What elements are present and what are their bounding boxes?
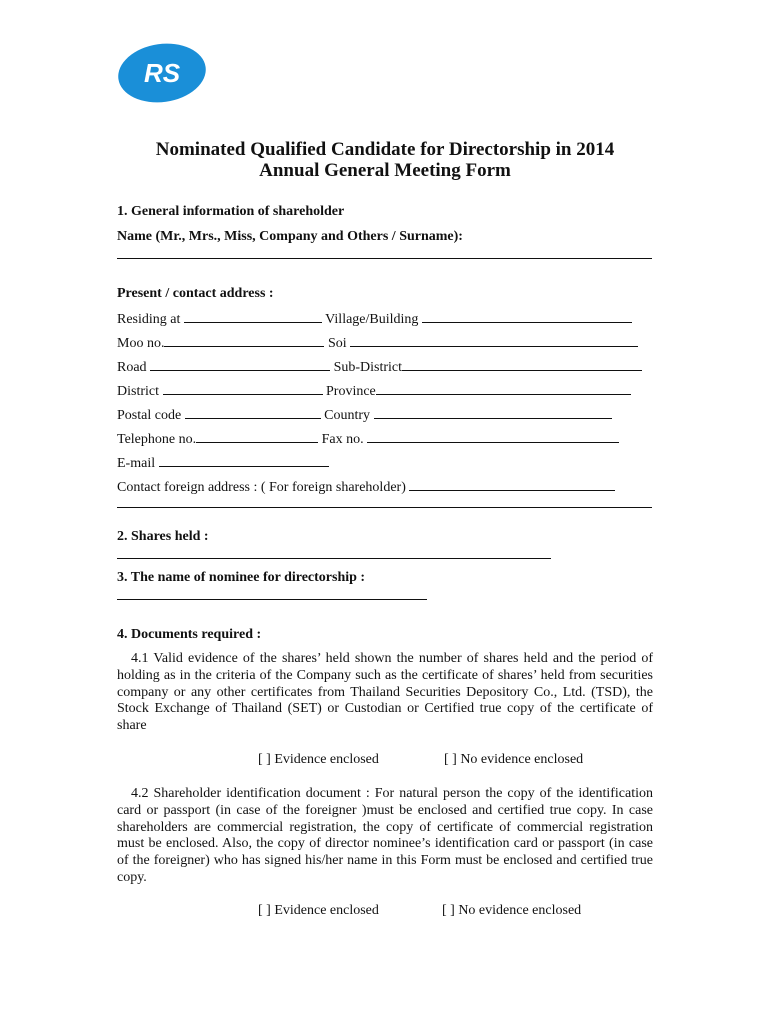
no-evidence-enclosed-checkbox-4-2[interactable]: [ ] No evidence enclosed: [442, 903, 582, 918]
email-field[interactable]: [159, 454, 329, 467]
road-label: Road: [117, 360, 147, 375]
village-building-field[interactable]: [422, 310, 632, 323]
postal-code-field[interactable]: [185, 406, 321, 419]
village-building-label: Village/Building: [325, 312, 419, 327]
postal-code-label: Postal code: [117, 408, 182, 423]
rs-logo: [117, 42, 207, 104]
nominee-name-field[interactable]: [117, 599, 427, 600]
document-4-1-text: 4.1 Valid evidence of the shares’ held shown the number of shares held and the period of holding as in the criteria of the Company such as the certificate of shares’ held from securities company or any other certificates from Thailand Securities Depository Co., Ltd. (TSD), the Stock Exchange of Thailand (SET) or Custodian or Certified true copy of the certificate of share: [117, 651, 653, 734]
section3-heading: 3. The name of nominee for directorship :: [117, 570, 366, 585]
document-4-2-text: 4.2 Shareholder identification document : For natural person the copy of the identification card or passport (in case of the foreigner )must be enclosed and certified true copy. In case shareholders are commercial registration, the copy of certificate of commercial registration must be enclosed. Also, the copy of director nominee’s identification card or passport (in case of the foreigner) who has signed his/her name in this Form must be enclosed and certified true copy.: [117, 786, 653, 885]
fax-label: Fax no.: [321, 432, 364, 447]
email-label: E-mail: [117, 456, 156, 471]
foreign-address-field[interactable]: [409, 478, 615, 491]
residing-at-field[interactable]: [184, 310, 322, 323]
province-field[interactable]: [376, 382, 631, 395]
district-field[interactable]: [163, 382, 323, 395]
sub-district-label: Sub-District: [333, 360, 403, 375]
form-title-line2: Annual General Meeting Form: [259, 160, 511, 181]
name-label: Name (Mr., Mrs., Miss, Company and Others / Surname):: [117, 229, 463, 244]
foreign-address-field-line2[interactable]: [117, 507, 652, 508]
district-label: District: [117, 384, 159, 399]
country-field[interactable]: [374, 406, 612, 419]
sub-district-field[interactable]: [402, 358, 642, 371]
section4-heading: 4. Documents required :: [117, 627, 262, 642]
residing-at-label: Residing at: [117, 312, 181, 327]
soi-field[interactable]: [350, 334, 638, 347]
section2-heading: 2. Shares held :: [117, 529, 209, 544]
address-heading: Present / contact address :: [117, 286, 274, 301]
telephone-field[interactable]: [196, 430, 318, 443]
moo-no-field[interactable]: [164, 334, 324, 347]
soi-label: Soi: [327, 336, 347, 351]
foreign-address-label: Contact foreign address : ( For foreign shareholder): [117, 480, 406, 495]
logo-text: RS: [143, 58, 181, 88]
telephone-label: Telephone no.: [117, 432, 197, 447]
moo-no-label: Moo no.: [117, 336, 165, 351]
section1-heading: 1. General information of shareholder: [117, 204, 345, 219]
province-label: Province: [326, 384, 376, 399]
fax-field[interactable]: [367, 430, 619, 443]
country-label: Country: [324, 408, 371, 423]
form-title-line1: Nominated Qualified Candidate for Directorship in 2014: [155, 139, 615, 160]
road-field[interactable]: [150, 358, 330, 371]
no-evidence-enclosed-checkbox-4-1[interactable]: [ ] No evidence enclosed: [444, 752, 584, 767]
name-field[interactable]: [117, 258, 652, 259]
evidence-enclosed-checkbox-4-2[interactable]: [ ] Evidence enclosed: [258, 903, 379, 918]
shares-held-field[interactable]: [117, 558, 551, 559]
evidence-enclosed-checkbox-4-1[interactable]: [ ] Evidence enclosed: [258, 752, 379, 767]
